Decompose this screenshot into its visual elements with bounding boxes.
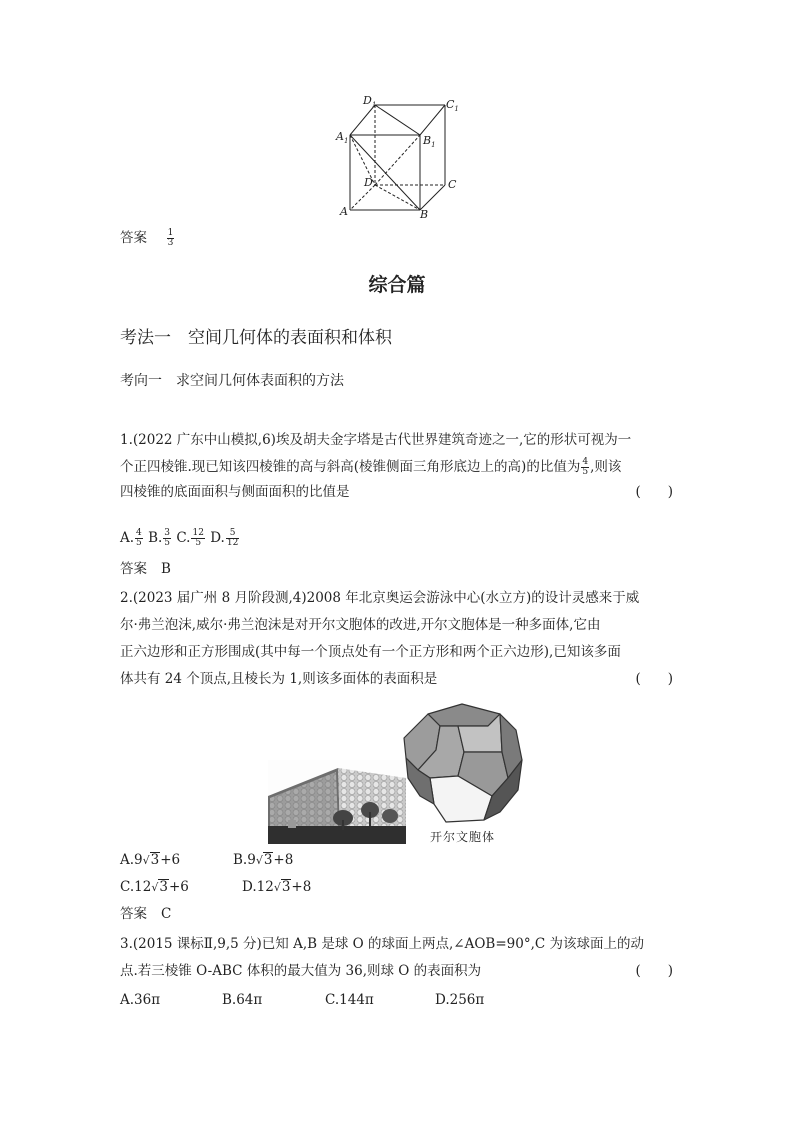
q2-option-b: B.9√3+8 xyxy=(233,852,294,868)
kelvin-caption: 开尔文胞体 xyxy=(430,830,496,844)
label-C: C xyxy=(448,178,457,191)
cube-figure xyxy=(330,90,470,225)
q2-line3: 正六边形和正方形围成(其中每一个顶点处有一个正方形和两个正六边形),已知该多面 xyxy=(120,644,621,660)
label-D1: $D_1$ xyxy=(363,94,377,109)
q2-answer: 答案 C xyxy=(120,906,172,922)
label-B1: $B_1$ xyxy=(423,134,436,149)
q2-line4: 体共有 24 个顶点,且棱长为 1,则该多面体的表面积是 ( ) xyxy=(120,671,673,687)
kelvin-cell-figure xyxy=(400,700,526,826)
q1-ratio: $\frac{4}{5}$ xyxy=(582,457,589,477)
q1-answer: 答案 B xyxy=(120,561,171,577)
label-B: B xyxy=(420,208,429,221)
q1-paren: ( ) xyxy=(635,484,673,500)
water-cube-photo xyxy=(268,760,406,844)
q1-option-b: B. $\frac{3}{5}$ xyxy=(148,528,171,548)
q1-line1: 1.(2022 广东中山模拟,6)埃及胡夫金字塔是古代世界建筑奇迹之一,它的形状可视为一 xyxy=(120,432,632,448)
answer-fraction: $\frac{1}{3}$ xyxy=(167,228,174,248)
section-title: 综合篇 xyxy=(368,274,426,296)
q3-option-b: B.64π xyxy=(222,992,263,1008)
kaoxiang-heading: 考向一 求空间几何体表面积的方法 xyxy=(120,373,344,389)
q1-options xyxy=(120,528,240,548)
q3-option-d: D.256π xyxy=(435,992,485,1008)
q3-line1: 3.(2015 课标Ⅱ,9,5 分)已知 A,B 是球 O 的球面上两点,∠AOB=90°,C 为该球面上的动 xyxy=(120,936,644,952)
label-A1: $A_1$ xyxy=(336,130,349,145)
label-D: D xyxy=(364,176,373,189)
q3-paren: ( ) xyxy=(635,963,673,979)
q2-line1: 2.(2023 届广州 8 月阶段测,4)2008 年北京奥运会游泳中心(水立方)的设计灵感来于威 xyxy=(120,590,640,606)
q2-option-d: D.12√3+8 xyxy=(242,879,312,895)
question-3 xyxy=(120,934,673,988)
answer-top xyxy=(120,228,175,248)
q3-option-c: C.144π xyxy=(325,992,374,1008)
q1-line2: 个正四棱锥.现已知该四棱锥的高与斜高(棱锥侧面三角形底边上的高)的比值为 $\frac{4}{5}$ ,则该 xyxy=(120,457,622,477)
label-A: A xyxy=(340,205,348,218)
q2-line2: 尔·弗兰泡沫,威尔·弗兰泡沫是对开尔文胞体的改进,开尔文胞体是一种多面体,它由 xyxy=(120,617,601,633)
q1-option-a: A. $\frac{4}{5}$ xyxy=(120,528,142,548)
q1-line3: 四棱锥的底面面积与侧面面积的比值是 ( ) xyxy=(120,484,673,500)
kaofa-heading: 考法一 空间几何体的表面积和体积 xyxy=(120,328,392,348)
answer-label: 答案 xyxy=(120,230,147,246)
q2-paren: ( ) xyxy=(635,671,673,687)
question-2 xyxy=(120,588,673,696)
question-1 xyxy=(120,430,673,502)
q1-option-d: D. $\frac{5}{12}$ xyxy=(210,528,239,548)
q2-option-c: C.12√3+6 xyxy=(120,879,189,895)
label-C1: $C_1$ xyxy=(446,98,459,113)
q2-option-a: A.9√3+6 xyxy=(120,852,181,868)
q3-option-a: A.36π xyxy=(120,992,161,1008)
q3-line2: 点.若三棱锥 O-ABC 体积的最大值为 36,则球 O 的表面积为 ( ) xyxy=(120,963,673,979)
q1-option-c: C. $\frac{12}{5}$ xyxy=(176,528,204,548)
